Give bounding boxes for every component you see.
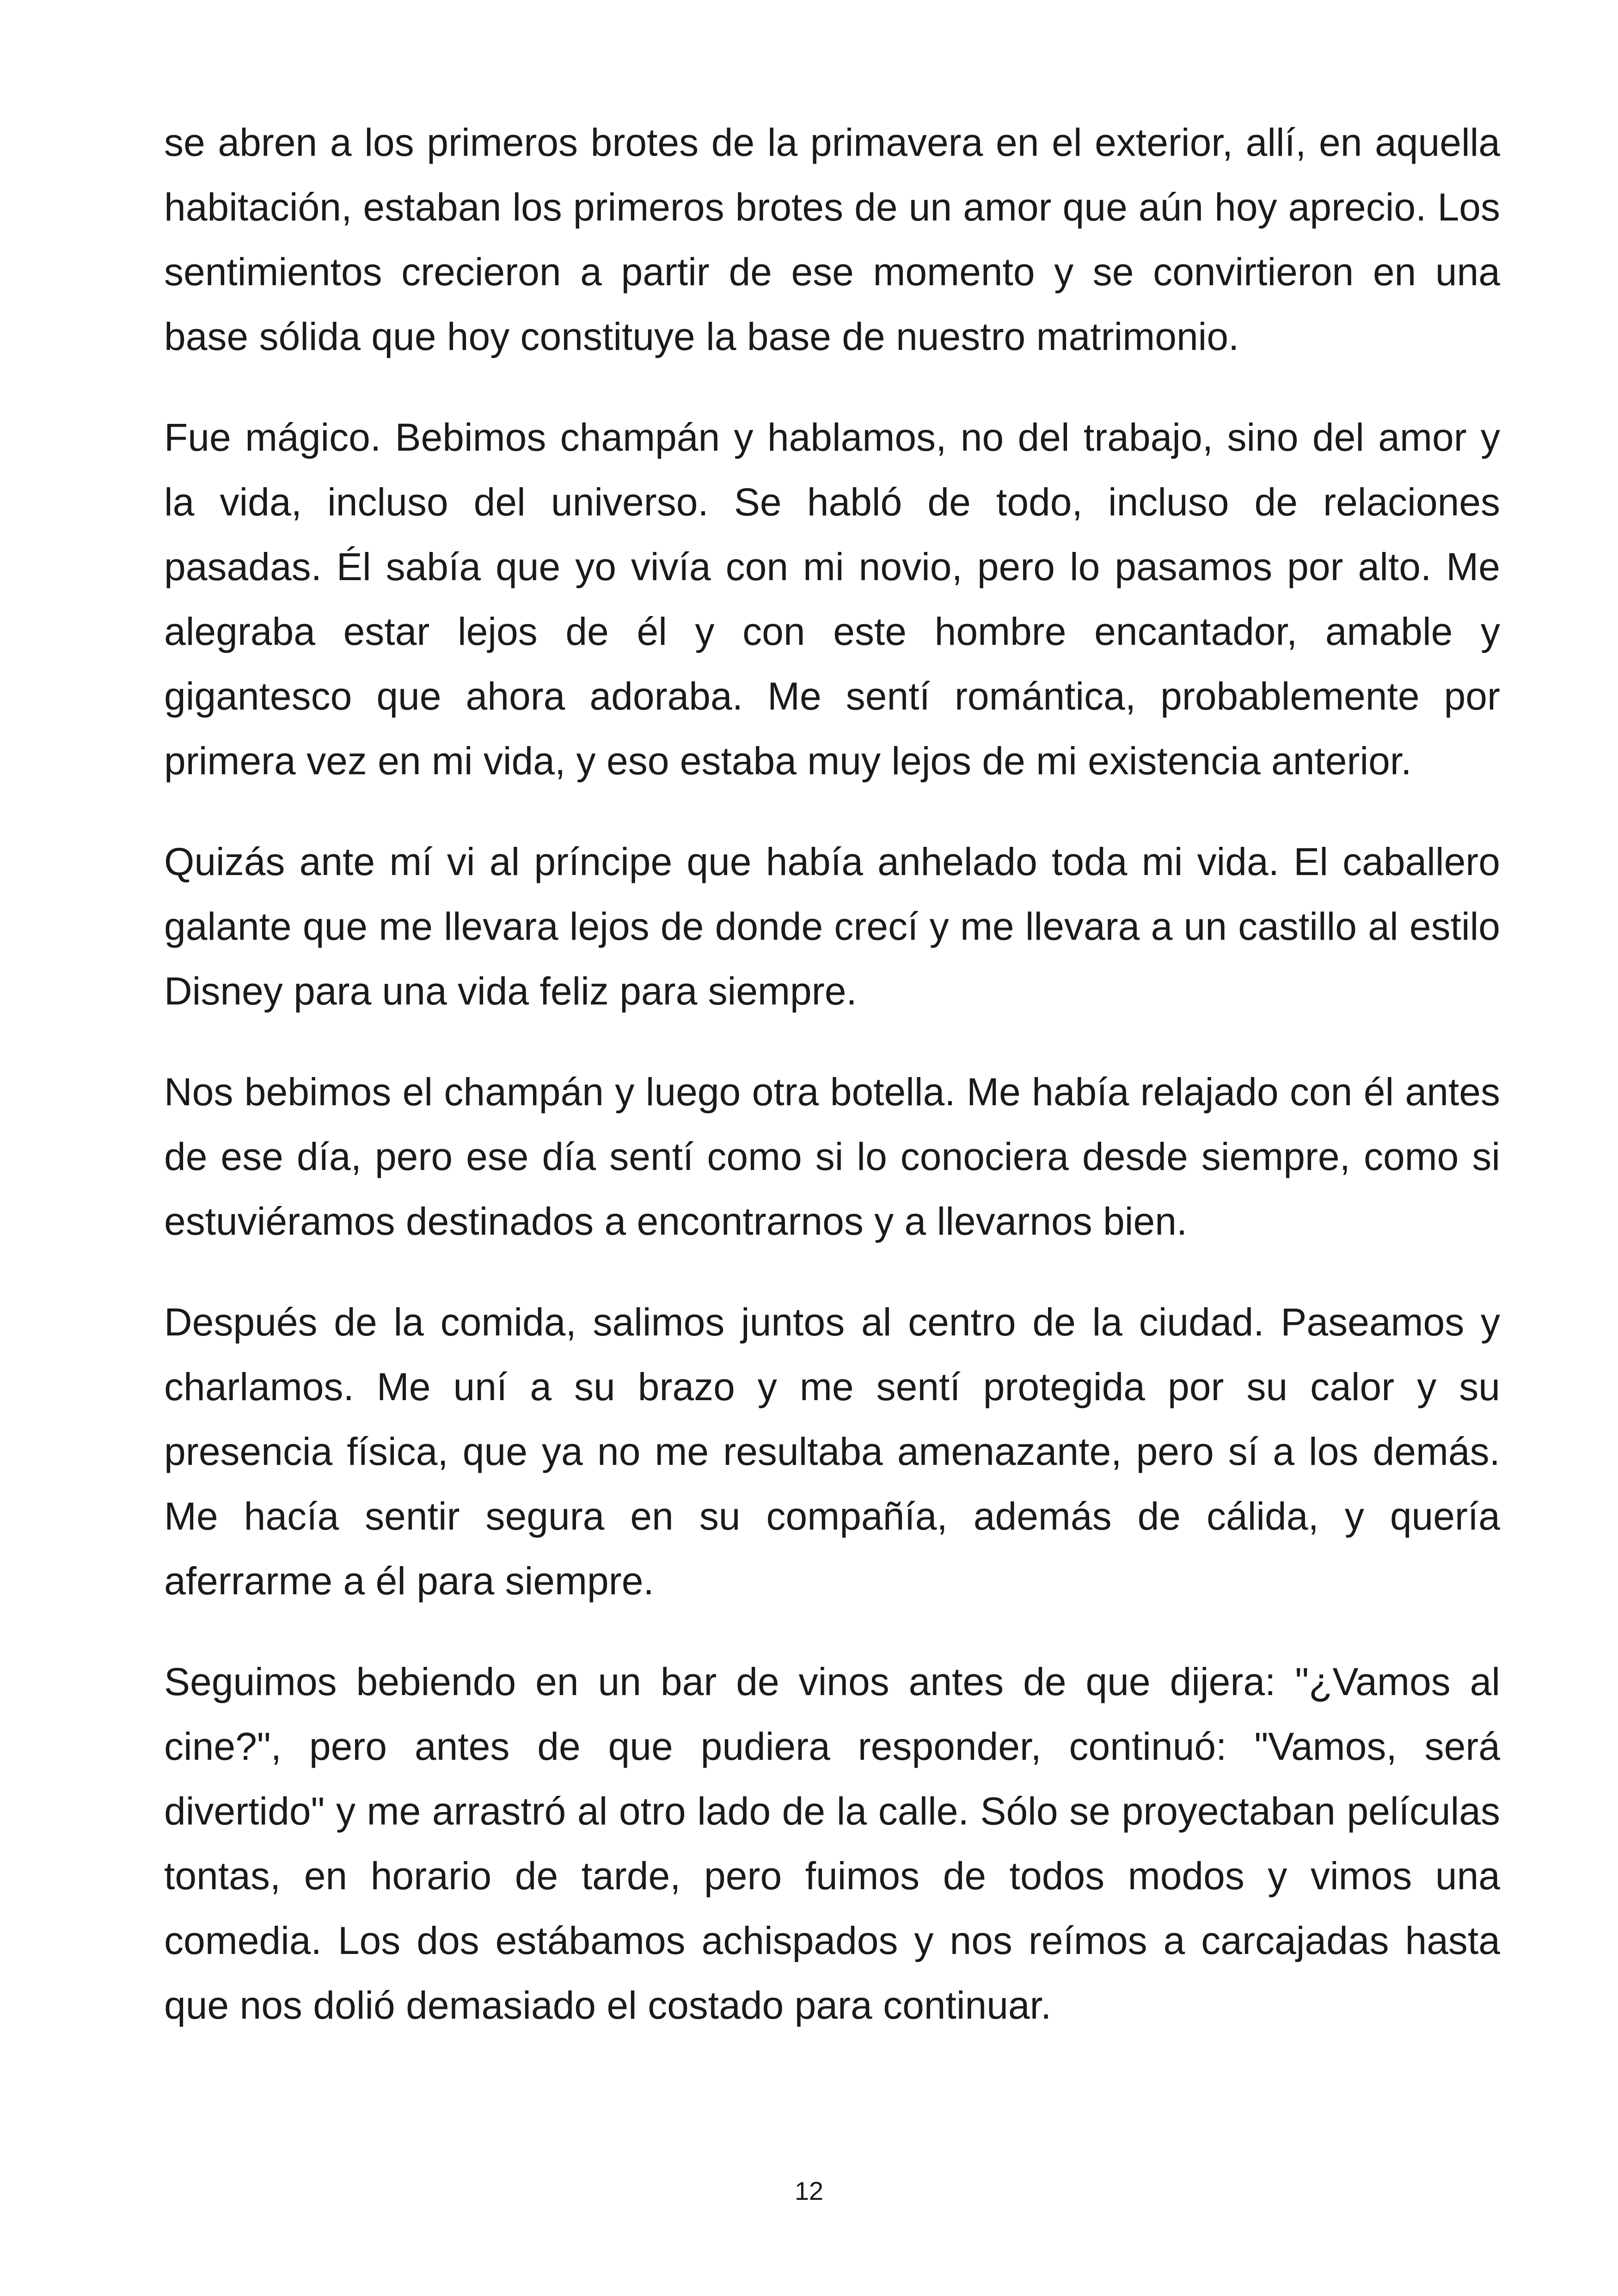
paragraph: Después de la comida, salimos juntos al centro de la ciudad. Paseamos y charlamos. Me uní a su brazo y me sentí protegida por su calor y su presencia física, que ya no me resultaba amenazante, pero sí a los demás. Me hacía sentir segura en su compañía, además de cálida, y quería aferrarme a él para siempre. [164, 1300, 1500, 1603]
page-number: 12 [794, 2176, 824, 2205]
body-text [164, 110, 1500, 2074]
paragraph: Seguimos bebiendo en un bar de vinos antes de que dijera: "¿Vamos al cine?", pero antes de que pudiera responder, continuó: "Vamos, será divertido" y me arrastró al otro lado de la calle. Sólo se proyectaban películas tontas, en horario de tarde, pero fuimos de todos modos y vimos una comedia. Los dos estábamos achispados y nos reímos a carcajadas hasta que nos dolió demasiado el costado para continuar. [164, 1660, 1500, 2027]
paragraph: se abren a los primeros brotes de la primavera en el exterior, allí, en aquella habitación, estaban los primeros brotes de un amor que aún hoy aprecio. Los sentimientos crecieron a partir de ese momento y se convirtieron en una base sólida que hoy constituye la base de nuestro matrimonio. [164, 121, 1500, 358]
paragraph: Quizás ante mí vi al príncipe que había anhelado toda mi vida. El caballero galante que me llevara lejos de donde crecí y me llevara a un castillo al estilo Disney para una vida feliz para siempre. [164, 840, 1500, 1013]
paragraph: Nos bebimos el champán y luego otra botella. Me había relajado con él antes de ese día, pero ese día sentí como si lo conociera desde siempre, como si estuviéramos destinados a encontrarnos y a llevarnos bien. [164, 1070, 1500, 1243]
paragraph: Fue mágico. Bebimos champán y hablamos, no del trabajo, sino del amor y la vida, incluso del universo. Se habló de todo, incluso de relaciones pasadas. Él sabía que yo vivía con mi novio, pero lo pasamos por alto. Me alegraba estar lejos de él y con este hombre encantador, amable y gigantesco que ahora adoraba. Me sentí romántica, probablemente por primera vez en mi vida, y eso estaba muy lejos de mi existencia anterior. [164, 416, 1500, 783]
